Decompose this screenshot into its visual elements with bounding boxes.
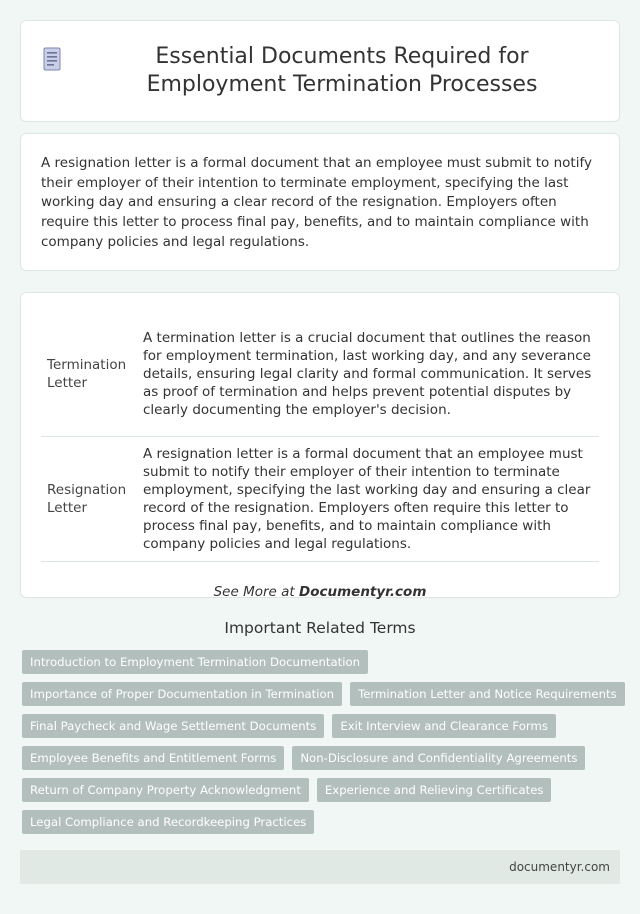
related-term-tag[interactable]: Employee Benefits and Entitlement Forms [22,746,284,770]
table-card [20,292,620,598]
related-term-tag[interactable]: Importance of Proper Documentation in Termination [22,682,342,706]
header-card [20,20,620,122]
related-term-tag[interactable]: Legal Compliance and Recordkeeping Practices [22,810,314,834]
related-term-tag[interactable]: Termination Letter and Notice Requirements [350,682,625,706]
table-row [41,313,599,436]
terms-table [41,313,599,562]
related-term-tag[interactable]: Exit Interview and Clearance Forms [332,714,556,738]
related-term-tag[interactable]: Final Paycheck and Wage Settlement Documents [22,714,324,738]
intro-text: A resignation letter is a formal document that an employee must submit to notify their employer of their intention to terminate employment, specifying the last working day and ensuring a clear record of the resignation. Employers often require this letter to process final pay, benefits, and to maintain compliance with company policies and legal regulations. [41,155,592,250]
related-terms-list [22,650,622,842]
document-icon [41,47,63,71]
description-cell: A termination letter is a crucial document that outlines the reason for employment termination, last working day, and any severance details, ensuring legal clarity and formal communication. It serves as proof of termination and helps prevent potential disputes by clearly documenting the employer's decision. [137,313,599,436]
related-term-tag[interactable]: Introduction to Employment Termination Documentation [22,650,368,674]
related-term-tag[interactable]: Experience and Relieving Certificates [317,778,552,802]
see-more-prefix: See More at [213,583,299,600]
related-terms-title: Important Related Terms [224,619,416,637]
term-cell: Termination Letter [41,313,137,436]
footer [20,850,620,884]
term-cell: Resignation Letter [41,436,137,561]
footer-site-link[interactable]: documentyr.com [509,860,610,874]
related-term-tag[interactable]: Non-Disclosure and Confidentiality Agreements [292,746,585,770]
see-more-link[interactable] [41,584,599,600]
page-title: Essential Documents Required for Employment Termination Processes [146,44,538,97]
description-cell: A resignation letter is a formal document that an employee must submit to notify their employer of their intention to terminate employment, specifying the last working day and ensuring a clear record of the resignation. Employers often require this letter to process final pay, benefits, and to maintain compliance with company policies and legal regulations. [137,436,599,561]
see-more-site[interactable]: Documentyr.com [299,583,427,600]
intro-card [20,133,620,271]
related-term-tag[interactable]: Return of Company Property Acknowledgment [22,778,309,802]
table-row [41,436,599,561]
